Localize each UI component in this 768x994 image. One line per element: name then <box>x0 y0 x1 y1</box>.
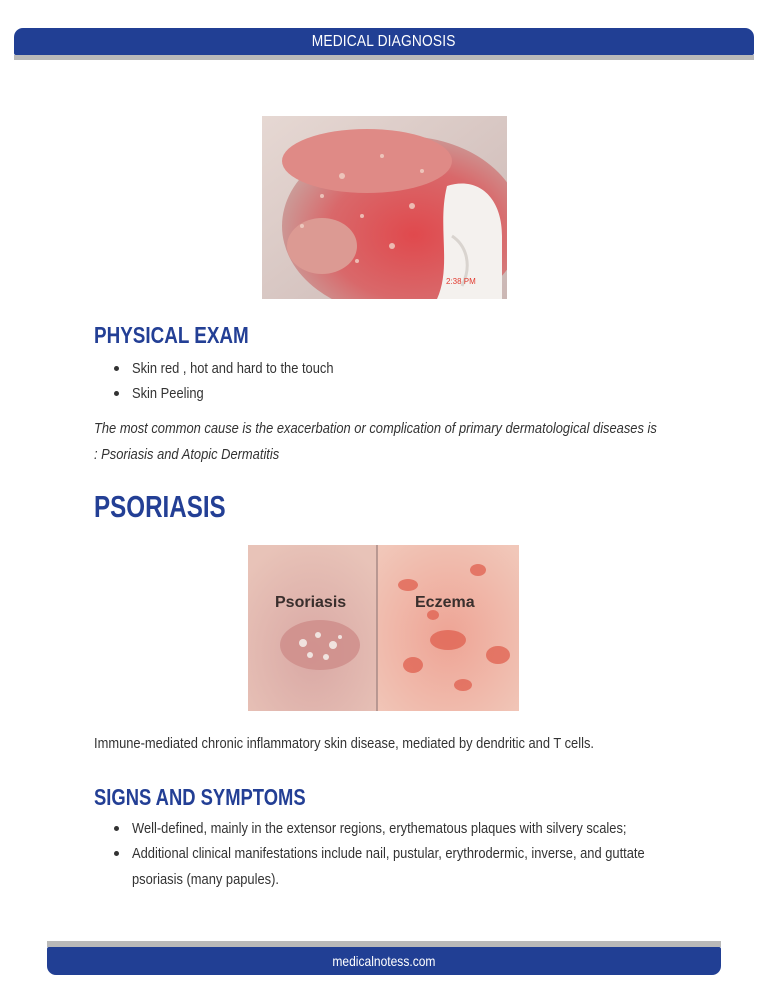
footer-bar <box>47 947 721 975</box>
list-item: Well-defined, mainly in the extensor regions, erythematous plaques with silvery scales; <box>114 816 754 841</box>
eczema-image-label: Eczema <box>415 594 475 611</box>
cause-note-line-2: : Psoriasis and Atopic Dermatitis <box>94 446 280 463</box>
photo-timestamp: 2:38 PM <box>446 277 476 286</box>
footer-site: medicalnotess.com <box>332 953 436 969</box>
physical-exam-heading: PHYSICAL EXAM <box>94 322 249 348</box>
list-item: Skin Peeling <box>114 381 366 406</box>
psoriasis-description: Immune-mediated chronic inflammatory skin disease, mediated by dendritic and T cells. <box>94 735 594 752</box>
skin-peeling-photo <box>262 116 507 299</box>
cause-note-line-1: The most common cause is the exacerbation or complication of primary dermatological diseases is <box>94 420 657 437</box>
psoriasis-image-label: Psoriasis <box>275 594 347 611</box>
list-item: Skin red , hot and hard to the touch <box>114 356 366 381</box>
header-rule <box>14 55 754 60</box>
header-bar <box>14 28 754 55</box>
signs-symptoms-heading: SIGNS AND SYMPTOMS <box>94 784 306 810</box>
list-item: Additional clinical manifestations include nail, pustular, erythrodermic, inverse, and guttate psoriasis (many papules). <box>114 841 754 893</box>
physical-exam-list <box>114 356 366 406</box>
cause-note <box>94 416 679 468</box>
psoriasis-heading: PSORIASIS <box>94 489 226 524</box>
psoriasis-vs-eczema-photo <box>248 545 519 711</box>
signs-symptoms-list <box>114 816 754 893</box>
header-title: MEDICAL DIAGNOSIS <box>312 32 456 50</box>
